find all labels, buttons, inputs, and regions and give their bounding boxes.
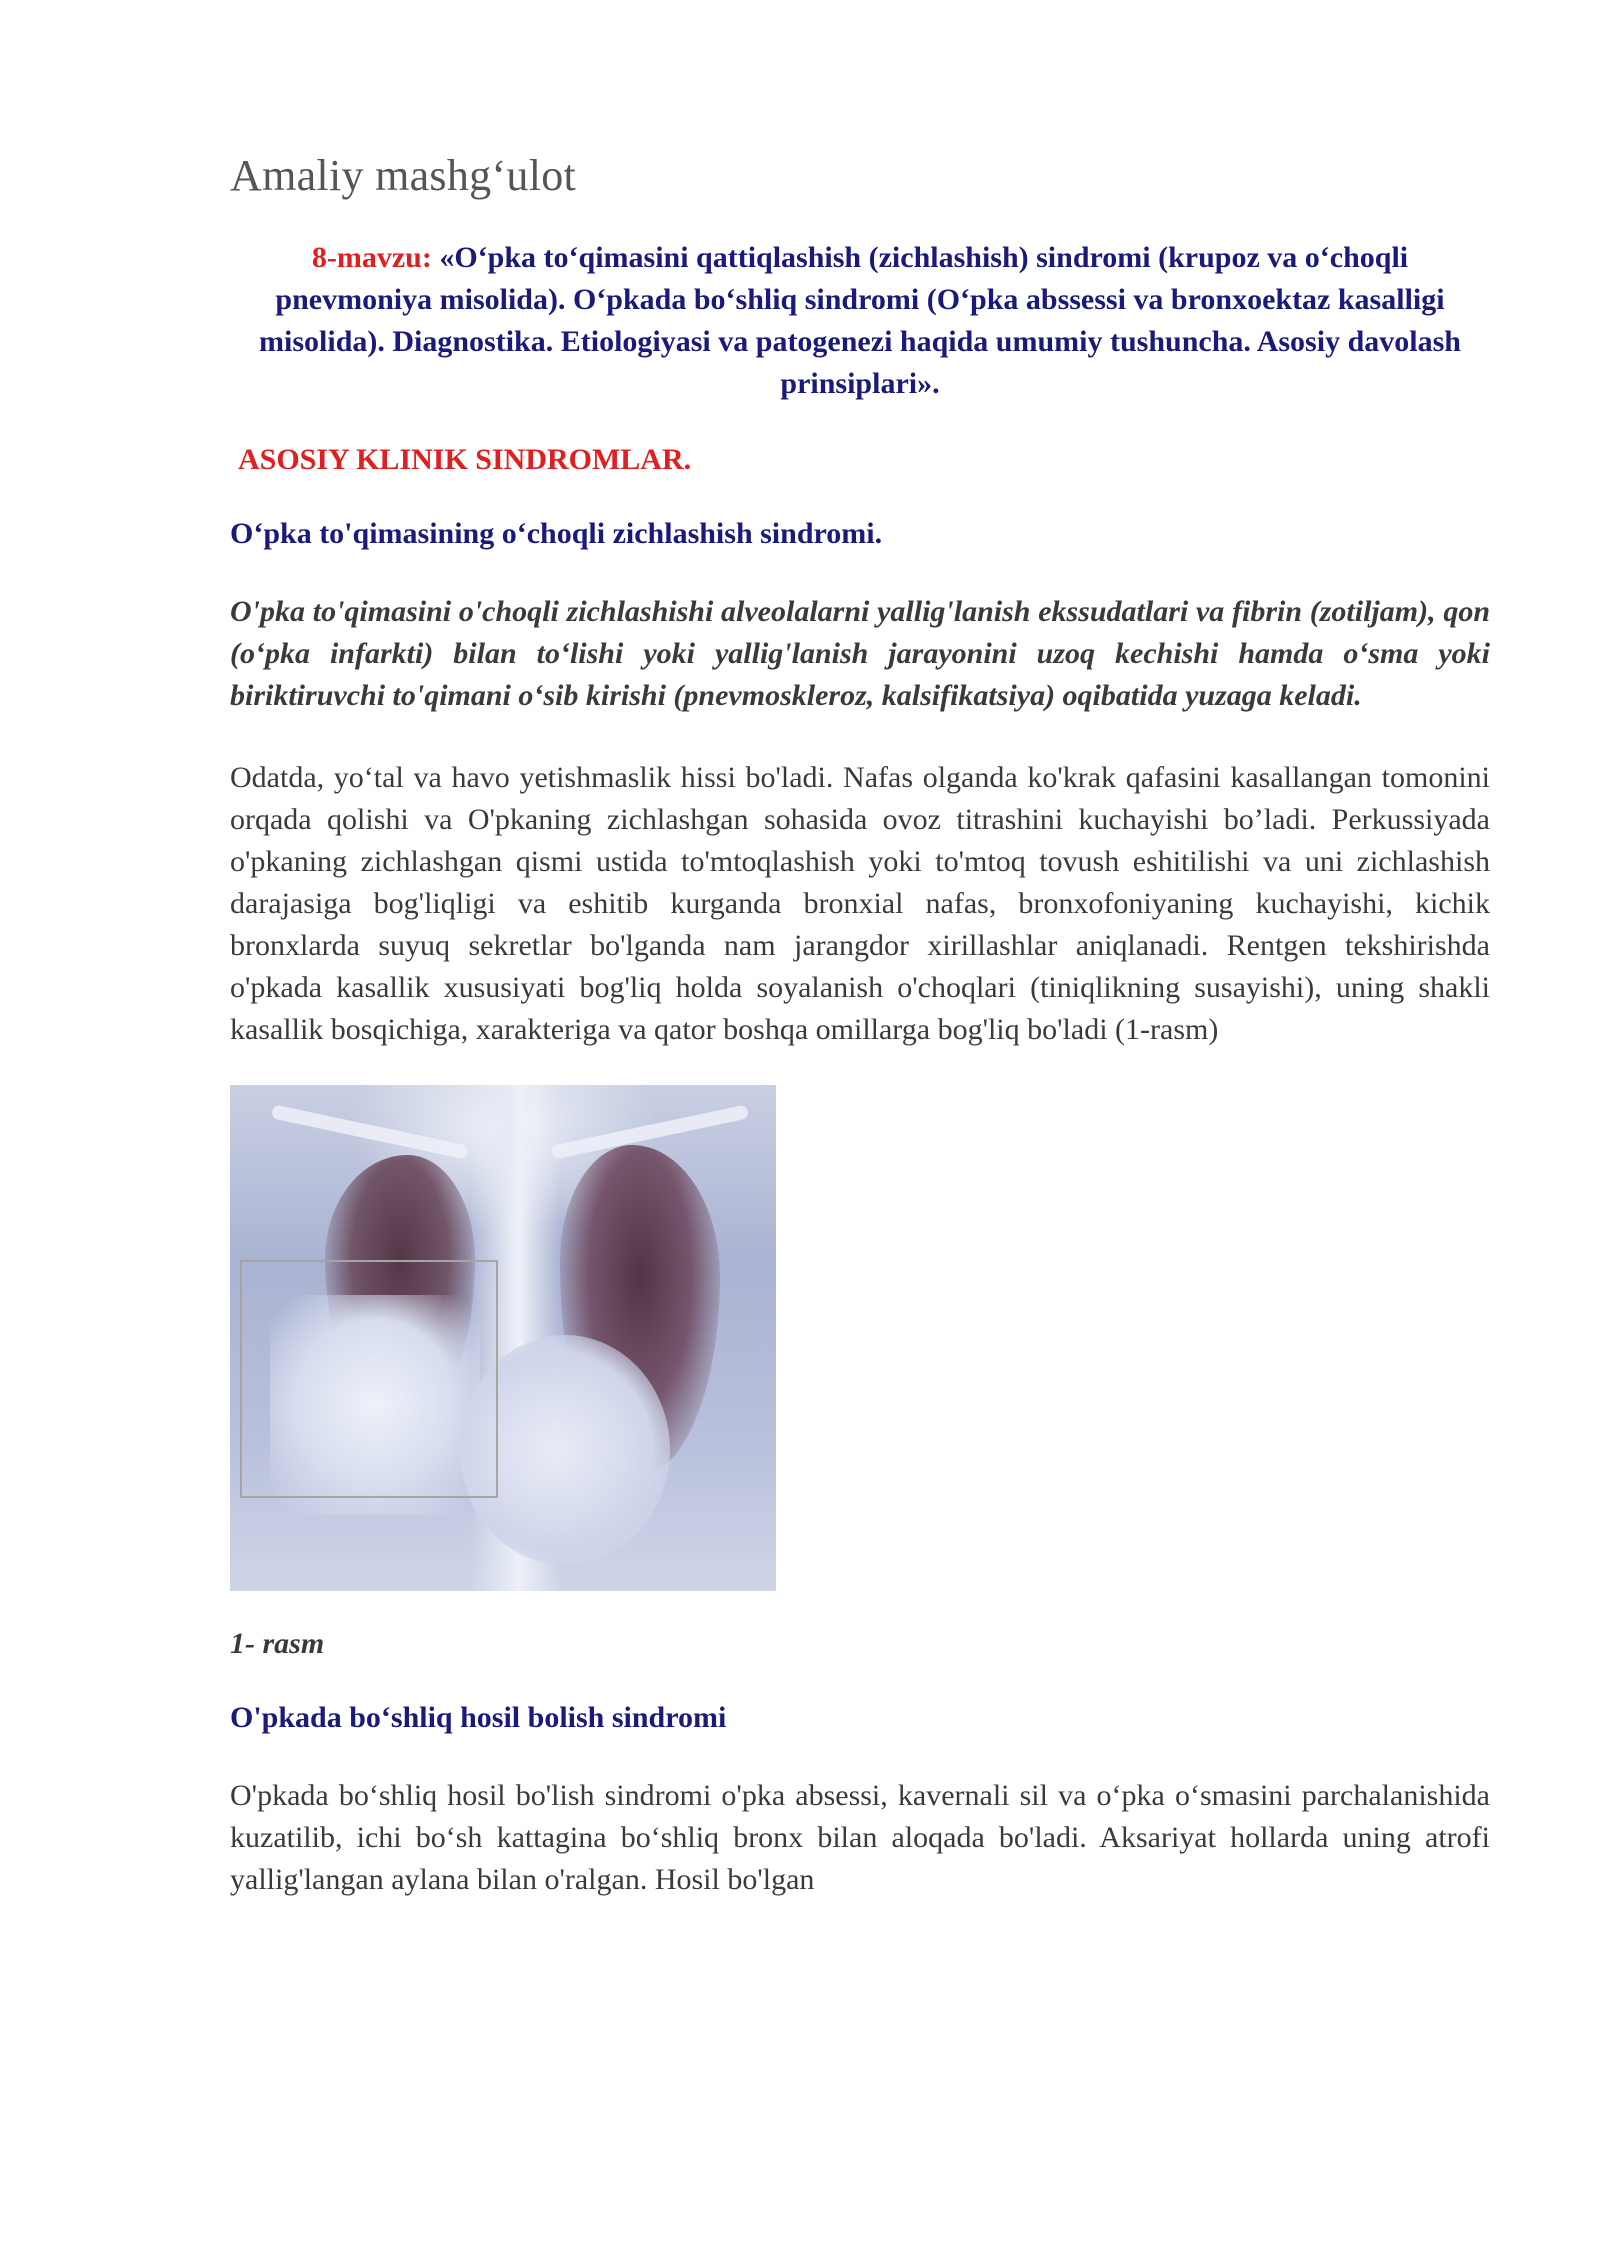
section-heading: ASOSIY KLINIK SINDROMLAR.	[238, 443, 692, 476]
italic-definition-paragraph: O'pka to'qimasini o'choqli zichlashishi alveolalarni yallig'lanish ekssudatlari va fibrin (zotiljam), qon (o‘pka infarkti) bilan to‘lishi yoki yallig'lanish jarayonini uzoq kechishi hamda o‘sma yoki biriktiruvchi to'qimani o‘sib kirishi (pnevmoskleroz, kalsifikatsiya) oqibatida yuzaga keladi.	[230, 595, 1490, 712]
topic-label: 8-mavzu:	[311, 241, 432, 274]
document-page	[230, 150, 1490, 1935]
body-paragraph-cavity: O'pkada bo‘shliq hosil bo'lish sindromi o'pka absessi, kavernali sil va o‘pka o‘smasini parchalanishida kuzatilib, ichi bo‘sh kattagina bo‘shliq bronx bilan aloqada bo'ladi. Aksariyat hollarda uning atrofi yallig'langan aylana bilan o'ralgan. Hosil bo'lgan	[230, 1779, 1490, 1896]
topic-text: «O‘pka to‘qimasini qattiqlashish (zichlashish) sindromi (krupoz va o‘choqli pnevmoniya misolida). O‘pkada bo‘shliq sindromi (O‘pka abssessi va bronxoektaz kasalligi misolida). Diagnostika. Etiologiyasi va patogenezi haqida umumiy tushuncha. Asosiy davolash prinsiplari».	[259, 241, 1461, 400]
xray-highlight-frame	[240, 1260, 498, 1498]
figure-caption: 1- rasm	[230, 1627, 325, 1660]
body-paragraph-symptoms: Odatda, yo‘tal va havo yetishmaslik hissi bo'ladi. Nafas olganda ko'krak qafasini kasallangan tomonini orqada qolishi va O'pkaning zichlashgan sohasida ovoz titrashini kuchayishi bo’ladi. Perkussiyada o'pkaning zichlashgan qismi ustida to'mtoqlashish yoki to'mtoq tovush eshitilishi va uni zichlashish darajasiga bog'liqligi va eshitib kurganda bronxial nafas, bronxofoniyaning kuchayishi, kichik bronxlarda suyuq sekretlar bo'lganda nam jarangdor xirillashlar aniqlanadi. Rentgen tekshirishda o'pkada kasallik xususiyati bog'liq holda soyalanish o'choqlari (tiniqlikning susayishi), uning shakli kasallik bosqichiga, xarakteriga va qator boshqa omillarga bog'liq bo'ladi (1-rasm)	[230, 761, 1490, 1046]
subheading-cavity-syndrome: O'pkada bo‘shliq hosil bolish sindromi	[230, 1701, 727, 1734]
topic-block	[240, 237, 1480, 405]
document-title: Amaliy mashg‘ulot	[230, 151, 577, 200]
chest-xray-figure	[230, 1085, 776, 1591]
subheading-focal-consolidation: O‘pka to'qimasining o‘choqli zichlashish sindromi.	[230, 517, 883, 550]
